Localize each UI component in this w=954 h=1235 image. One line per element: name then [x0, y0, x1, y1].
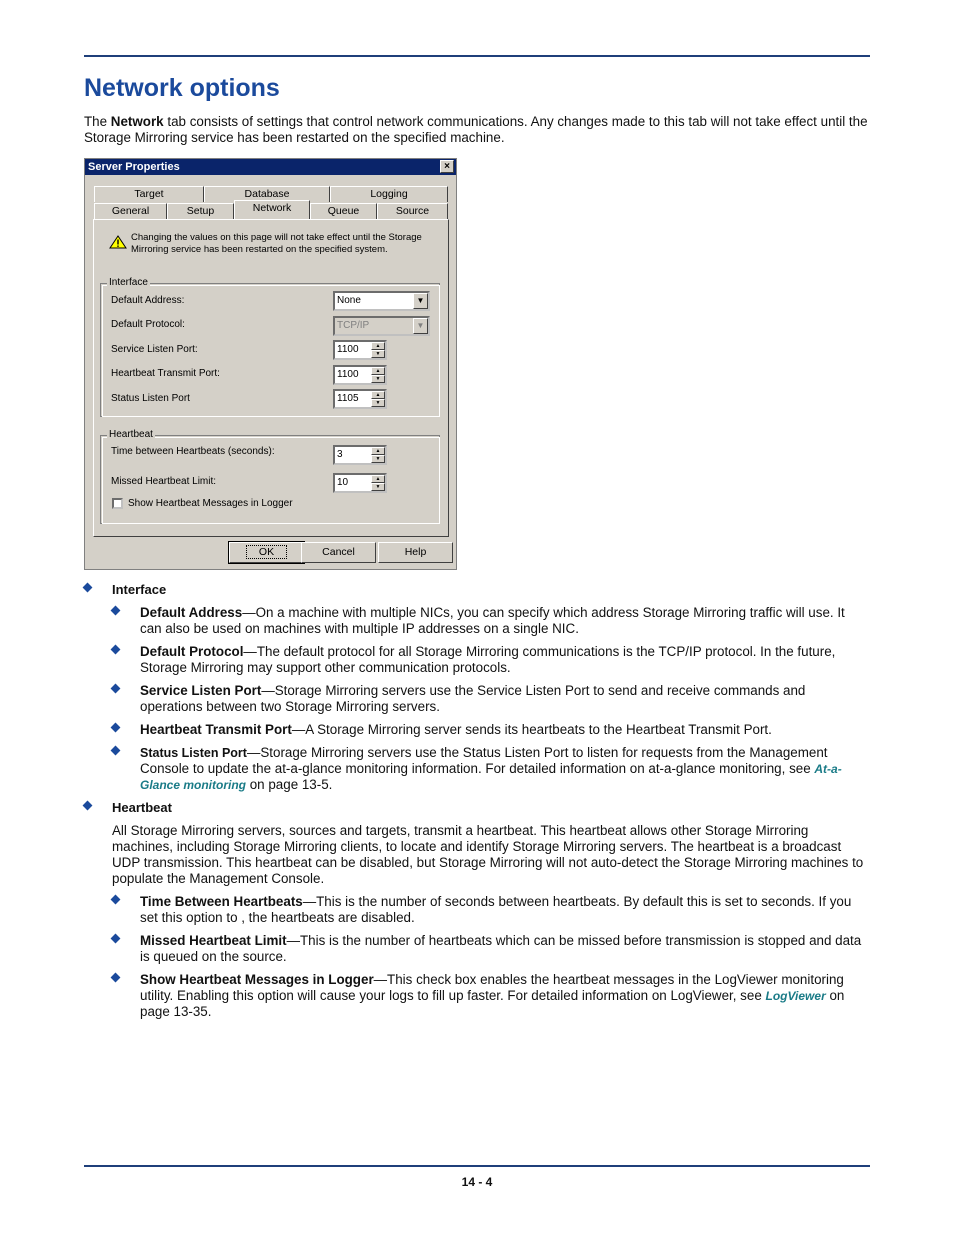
service-listen-port-spinner[interactable]: 1100 ▲ ▼ — [333, 340, 387, 360]
chevron-down-icon: ▼ — [413, 318, 428, 334]
intro-paragraph: The Network tab consists of settings that control network communications. Any changes made to this tab will not take effect until the Storage Mirroring service has been restarted on the specified machine. — [84, 114, 868, 145]
list-item: Heartbeat Transmit Port—A Storage Mirroring server sends its heartbeats to the Heartbeat Transmit Port. — [112, 722, 870, 738]
heartbeat-transmit-port-spinner[interactable]: 1100 ▲ ▼ — [333, 365, 387, 385]
tab-network[interactable]: Network — [234, 200, 310, 219]
tab-general[interactable]: General — [94, 203, 167, 219]
warning-icon — [109, 235, 127, 249]
interface-list — [112, 605, 870, 793]
list-item: Show Heartbeat Messages in Logger—This check box enables the heartbeat messages in the LogViewer monitoring utility. Enabling this option will cause your logs to fill up faster. For detailed information on LogViewer, see LogViewer on page 13-35. — [112, 972, 870, 1020]
logviewer-link[interactable]: LogViewer — [765, 989, 826, 1003]
default-address-label: Default Address: — [111, 295, 185, 306]
list-item: Service Listen Port—Storage Mirroring servers use the Service Listen Port to send and receive commands and operations between two Storage Mirroring servers. — [112, 683, 870, 715]
tab-source[interactable]: Source — [377, 203, 448, 219]
list-item: Default Protocol—The default protocol for all Storage Mirroring communications is the TCP/IP protocol. In the future, Storage Mirroring may support other communication protocols. — [112, 644, 870, 676]
tab-setup[interactable]: Setup — [167, 203, 234, 219]
bottom-rule — [84, 1165, 870, 1167]
missed-heartbeat-limit-spinner[interactable]: 10 ▲ ▼ — [333, 473, 387, 493]
list-item: Time Between Heartbeats—This is the number of seconds between heartbeats. By default this is set to seconds. If you set this option to , the heartbeats are disabled. — [112, 894, 870, 926]
warning-text: Changing the values on this page will not take effect until the Storage Mirroring service has been restarted on the specified system. — [131, 232, 422, 255]
spin-down-icon[interactable]: ▼ — [371, 375, 385, 383]
default-protocol-label: Default Protocol: — [111, 319, 185, 330]
interface-legend: Interface — [109, 277, 148, 288]
help-button[interactable]: Help — [378, 542, 453, 563]
spin-down-icon[interactable]: ▼ — [371, 483, 385, 491]
list-item: Status Listen Port—Storage Mirroring servers use the Status Listen Port to listen for requests from the Management Console to update the at-a-glance monitoring information. For detailed information on at-a-glance monitoring, see At-a-Glance monitoring on page 13-5. — [112, 745, 870, 793]
diamond-bullet-icon — [84, 802, 92, 810]
status-listen-port-label: Status Listen Port — [111, 393, 190, 404]
diamond-bullet-icon — [112, 685, 120, 693]
page-number: 14 - 4 — [461, 1175, 493, 1189]
spin-down-icon[interactable]: ▼ — [371, 350, 385, 358]
body-content — [84, 582, 870, 1027]
list-item: Missed Heartbeat Limit—This is the number of heartbeats which can be missed before transmission is stopped and data is queued on the source. — [112, 933, 870, 965]
diamond-bullet-icon — [112, 974, 120, 982]
diamond-bullet-icon — [112, 935, 120, 943]
missed-heartbeat-limit-label: Missed Heartbeat Limit: — [111, 476, 217, 487]
spin-down-icon[interactable]: ▼ — [371, 399, 385, 407]
show-heartbeat-messages-checkbox[interactable] — [112, 498, 123, 509]
diamond-bullet-icon — [112, 747, 120, 755]
heartbeat-legend: Heartbeat — [109, 429, 153, 440]
service-listen-port-label: Service Listen Port: — [111, 344, 198, 355]
heartbeat-transmit-port-label: Heartbeat Transmit Port: — [111, 368, 220, 379]
interface-heading: Interface — [84, 582, 870, 598]
spin-up-icon[interactable]: ▲ — [371, 447, 385, 455]
spin-up-icon[interactable]: ▲ — [371, 342, 385, 350]
diamond-bullet-icon — [112, 896, 120, 904]
close-icon[interactable]: × — [440, 160, 454, 173]
diamond-bullet-icon — [112, 646, 120, 654]
chevron-down-icon[interactable]: ▼ — [413, 293, 428, 309]
spin-up-icon[interactable]: ▲ — [371, 475, 385, 483]
tab-database[interactable]: Database — [204, 186, 330, 202]
top-rule — [84, 55, 870, 57]
dialog-titlebar — [85, 159, 456, 175]
page-title: Network options — [84, 74, 280, 102]
spin-up-icon[interactable]: ▲ — [371, 367, 385, 375]
time-between-heartbeats-label: Time between Heartbeats (seconds): — [111, 446, 275, 457]
diamond-bullet-icon — [112, 607, 120, 615]
spin-up-icon[interactable]: ▲ — [371, 391, 385, 399]
tab-queue[interactable]: Queue — [310, 203, 377, 219]
list-item: Default Address—On a machine with multiple NICs, you can specify which address Storage Mirroring traffic will use. It can also be used on machines with multiple IP addresses on a single NIC. — [112, 605, 870, 637]
heartbeat-heading: Heartbeat — [84, 800, 870, 816]
spin-down-icon[interactable]: ▼ — [371, 455, 385, 463]
tab-target[interactable]: Target — [94, 186, 204, 202]
show-heartbeat-messages-label: Show Heartbeat Messages in Logger — [128, 498, 293, 509]
diamond-bullet-icon — [112, 724, 120, 732]
default-address-select[interactable]: None ▼ — [333, 291, 430, 311]
ok-button[interactable]: OK — [229, 542, 304, 563]
dialog-title: Server Properties — [88, 161, 180, 173]
default-protocol-select: TCP/IP ▼ — [333, 316, 430, 336]
status-listen-port-spinner[interactable]: 1105 ▲ ▼ — [333, 389, 387, 409]
diamond-bullet-icon — [84, 584, 92, 592]
time-between-heartbeats-spinner[interactable]: 3 ▲ ▼ — [333, 445, 387, 465]
cancel-button[interactable]: Cancel — [301, 542, 376, 563]
heartbeat-paragraph: All Storage Mirroring servers, sources and targets, transmit a heartbeat. This heartbeat allows other Storage Mirroring machines, including Storage Mirroring clients, to locate and identify Storage Mirroring servers. The heartbeat is a broadcast UDP transmission. This heartbeat can be disabled, but Storage Mirroring will not auto-detect the Storage Mirroring machines to populate the Management Console. — [112, 823, 864, 886]
at-a-glance-link[interactable]: At-a-Glance monitoring — [140, 762, 842, 792]
tab-logging[interactable]: Logging — [330, 186, 448, 202]
server-properties-dialog — [84, 158, 457, 570]
heartbeat-list — [112, 894, 870, 1020]
